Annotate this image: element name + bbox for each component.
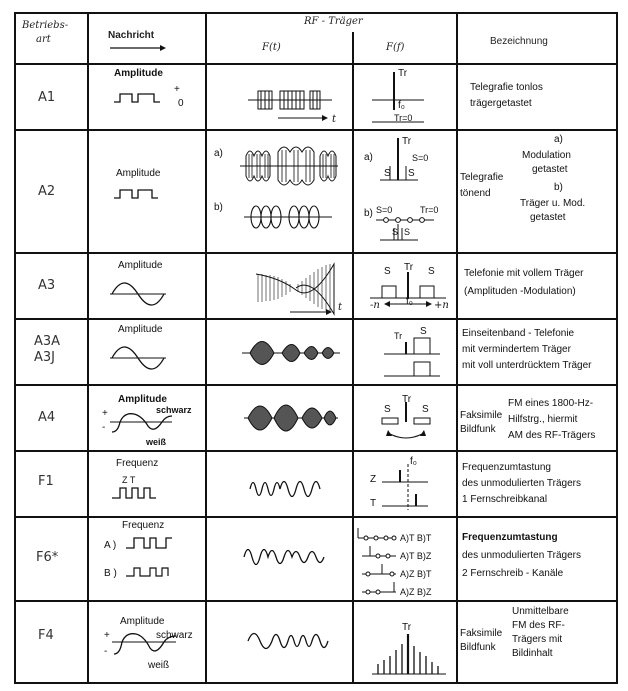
variant-label: b)	[214, 202, 223, 213]
spectrum-f1	[378, 462, 448, 514]
facsimile-signal-icon	[110, 408, 180, 438]
row-divider	[14, 600, 618, 602]
spectrum-label: S	[420, 326, 427, 337]
schwarz-label: schwarz	[156, 405, 192, 415]
bezeichnung-line: getastet	[530, 212, 566, 223]
variant-label: b)	[364, 208, 373, 219]
bezeichnung-line: FM eines 1800-Hz-	[508, 398, 594, 409]
keyed-carrier-waveform	[238, 80, 338, 124]
arrow-right-icon	[110, 44, 166, 52]
spectrum-label: Tr=0	[420, 205, 439, 215]
bezeichnung-line: Telegrafie	[460, 172, 504, 183]
schwarz-label: schwarz	[156, 630, 193, 641]
facsimile-signal-icon	[112, 630, 182, 660]
bezeichnung-line: Frequenzumtastung	[462, 462, 551, 473]
bezeichnung-line: 1 Fernschreibkanal	[462, 494, 548, 505]
modulation-table	[14, 12, 618, 684]
spectrum-label: A)Z B)T	[400, 569, 432, 579]
header-rf-traeger: RF - Träger	[304, 16, 363, 27]
bezeichnung-line: 2 Fernschreib - Kanäle	[462, 568, 564, 579]
col-divider	[205, 12, 207, 684]
minus-label: -	[102, 422, 106, 433]
row-code: A2	[38, 184, 56, 199]
nachricht-label: Amplitude	[120, 616, 165, 627]
bezeichnung-line: Unmittelbare	[512, 606, 569, 617]
row-code: A3J	[34, 350, 55, 365]
spectrum-label: T	[370, 498, 377, 509]
plus-label: +	[104, 630, 110, 641]
row-divider	[14, 516, 618, 518]
row-code: F4	[38, 628, 54, 643]
bezeichnung-line: (Amplituden -Modulation)	[464, 286, 576, 297]
header-nachricht: Nachricht	[108, 30, 155, 41]
row-divider	[14, 63, 618, 65]
nachricht-label: Amplitude	[118, 260, 163, 271]
variant-label: a)	[364, 152, 373, 163]
nachricht-label: Amplitude	[114, 68, 163, 79]
pulse-signal-icon	[114, 180, 174, 204]
row-divider	[14, 318, 618, 320]
ssb-waveform	[242, 328, 342, 378]
table-border-top	[14, 12, 618, 14]
variant-label: a)	[214, 148, 223, 159]
row-divider	[14, 252, 618, 254]
header-ft: F(t)	[262, 42, 281, 53]
spectrum-label: Tr	[404, 262, 414, 273]
spectrum-f6	[356, 524, 406, 602]
nachricht-label: Amplitude	[118, 324, 163, 335]
four-tone-fsk-waveform	[242, 540, 332, 574]
row-code: A3A	[34, 334, 61, 349]
header-bezeichnung: Bezeichnung	[490, 36, 548, 47]
tone-keyed-waveform-a	[238, 140, 342, 192]
table-border-left	[14, 12, 16, 684]
bezeichnung-line: Träger u. Mod.	[520, 198, 586, 209]
nachricht-label: Amplitude	[118, 394, 167, 405]
am-waveform	[250, 262, 343, 316]
fsk-signal-a-icon	[126, 532, 182, 556]
time-axis-label: t	[332, 114, 337, 125]
col-divider	[456, 12, 458, 684]
tone-keyed-waveform-b	[244, 200, 334, 234]
header-ff: F(f)	[386, 42, 405, 53]
bezeichnung-line: Bildfunk	[460, 424, 496, 435]
bezeichnung-line: Hilfstrg., hiermit	[508, 414, 578, 425]
bezeichnung-line: des unmodulierten Trägers	[462, 478, 581, 489]
weiss-label: weiß	[146, 437, 167, 447]
spectrum-label: S	[384, 404, 391, 415]
spectrum-label: Tr	[398, 68, 408, 79]
bezeichnung-line: b)	[554, 182, 563, 193]
fsk-signal-b-icon	[126, 562, 182, 582]
spectrum-label: Tr=0	[394, 113, 413, 123]
spectrum-label: Z	[370, 474, 377, 485]
spectrum-label: Tr	[402, 136, 412, 147]
header-betriebs: Betriebs-	[22, 20, 69, 31]
spectrum-label: Tr	[402, 394, 412, 405]
bezeichnung-line: mit voll unterdrücktem Träger	[462, 360, 592, 371]
col-divider	[87, 12, 89, 684]
spectrum-label: S	[392, 227, 399, 237]
nachricht-label: Frequenz	[116, 458, 159, 469]
row-divider	[14, 384, 618, 386]
col-divider	[352, 32, 354, 684]
row-divider	[14, 450, 618, 452]
time-axis-label: t	[338, 302, 343, 313]
facsimile-fm-waveform	[246, 626, 332, 656]
nachricht-label: Frequenz	[122, 520, 165, 531]
bezeichnung-line: Telefonie mit vollem Träger	[464, 268, 584, 279]
zero-label: 0	[178, 98, 184, 109]
spectrum-label: f₀	[398, 100, 405, 111]
bezeichnung-line: AM des RF-Trägers	[508, 430, 596, 441]
bezeichnung-line: Einseitenband - Telefonie	[462, 328, 575, 339]
spectrum-label: S	[428, 266, 435, 277]
plus-label: +	[174, 84, 180, 95]
row-code: A3	[38, 278, 56, 293]
zt-label: Z T	[122, 475, 136, 485]
bezeichnung-line: des unmodulierten Trägers	[462, 550, 581, 561]
spectrum-label: Tr	[394, 331, 403, 341]
facsimile-am-waveform	[244, 392, 340, 444]
row-code: A1	[38, 90, 56, 105]
table-border-right	[616, 12, 618, 684]
row-code: A4	[38, 410, 56, 425]
bezeichnung-line: tönend	[460, 188, 491, 199]
nachricht-label: Amplitude	[116, 168, 161, 179]
plus-label: +	[102, 408, 108, 419]
fsk-waveform	[248, 474, 328, 504]
spectrum-label: S	[408, 168, 415, 179]
spectrum-label: S	[404, 227, 411, 237]
row-code: F1	[38, 474, 54, 489]
bezeichnung-line: Bildfunk	[460, 642, 496, 653]
spectrum-label: A)Z B)Z	[400, 587, 432, 597]
header-art: art	[36, 34, 51, 45]
bezeichnung-line: a)	[554, 134, 563, 145]
spectrum-label: S	[422, 404, 429, 415]
spectrum-label: S=0	[376, 205, 393, 215]
bezeichnung-line: Modulation	[522, 150, 571, 161]
bezeichnung-line: FM des RF-	[512, 620, 565, 631]
row-divider	[14, 129, 618, 131]
spectrum-label: S	[384, 168, 391, 179]
spectrum-label: +n	[434, 300, 449, 311]
bezeichnung-line: trägergetastet	[470, 98, 532, 109]
variant-label: B )	[104, 568, 117, 579]
spectrum-label: S=0	[412, 153, 429, 163]
spectrum-label: S	[384, 266, 391, 277]
variant-label: A )	[104, 540, 117, 551]
sine-signal-icon	[110, 274, 170, 314]
bezeichnung-line: mit vermindertem Träger	[462, 344, 571, 355]
table-border-bottom	[14, 682, 618, 684]
sine-signal-icon	[110, 338, 170, 378]
spectrum-label: f₀	[406, 296, 413, 307]
fsk-signal-icon	[112, 482, 172, 506]
bezeichnung-line: Bildinhalt	[512, 648, 553, 659]
bezeichnung-line: Telegrafie tonlos	[470, 82, 543, 93]
row-code: F6*	[36, 550, 59, 565]
bezeichnung-line: Faksimile	[460, 628, 503, 639]
bezeichnung-line: Trägers mit	[512, 634, 563, 645]
minus-label: -	[104, 646, 108, 657]
bezeichnung-line: Faksimile	[460, 410, 503, 421]
spectrum-label: Tr	[402, 622, 412, 633]
weiss-label: weiß	[148, 660, 170, 671]
spectrum-label: -n	[370, 300, 380, 311]
bezeichnung-line: getastet	[532, 164, 568, 175]
spectrum-label: A)T B)T	[400, 533, 432, 543]
spectrum-label: f₀	[410, 456, 417, 467]
bezeichnung-line: Frequenzumtastung	[462, 532, 558, 543]
spectrum-label: A)T B)Z	[400, 551, 432, 561]
